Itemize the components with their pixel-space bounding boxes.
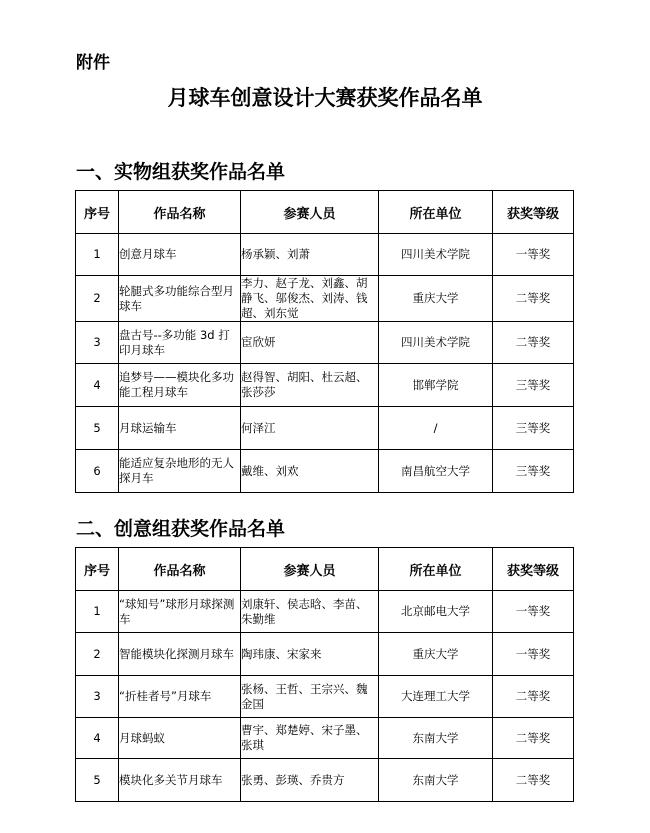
cell-no: 6 bbox=[76, 450, 119, 493]
cell-people: 曹宇、郑楚婷、宋子墨、张琪 bbox=[241, 718, 379, 759]
cell-no: 1 bbox=[76, 591, 119, 633]
cell-people: 张杨、王哲、王宗兴、魏金国 bbox=[241, 676, 379, 718]
header-name: 作品名称 bbox=[119, 548, 241, 591]
table-row bbox=[76, 591, 574, 633]
cell-name: 模块化多关节月球车 bbox=[119, 759, 241, 802]
cell-people: 杨承颖、刘萧 bbox=[241, 234, 379, 276]
cell-people: 何泽江 bbox=[241, 407, 379, 450]
cell-unit: 四川美术学院 bbox=[379, 234, 493, 276]
header-prize: 获奖等级 bbox=[493, 191, 574, 234]
cell-people: 张勇、彭瑛、乔贵方 bbox=[241, 759, 379, 802]
table-row bbox=[76, 322, 574, 364]
section-title-creative: 二、创意组获奖作品名单 bbox=[76, 518, 286, 540]
cell-prize: 二等奖 bbox=[493, 676, 574, 718]
table-row bbox=[76, 633, 574, 676]
cell-no: 5 bbox=[76, 759, 119, 802]
cell-prize: 一等奖 bbox=[493, 234, 574, 276]
cell-name: “折桂者号”月球车 bbox=[119, 676, 241, 718]
cell-name: 创意月球车 bbox=[119, 234, 241, 276]
cell-no: 3 bbox=[76, 322, 119, 364]
cell-no: 2 bbox=[76, 276, 119, 322]
cell-unit: 东南大学 bbox=[379, 718, 493, 759]
header-prize: 获奖等级 bbox=[493, 548, 574, 591]
cell-no: 4 bbox=[76, 364, 119, 407]
header-unit: 所在单位 bbox=[379, 191, 493, 234]
document-title: 月球车创意设计大赛获奖作品名单 bbox=[167, 85, 483, 110]
cell-name: 月球运输车 bbox=[119, 407, 241, 450]
cell-people: 赵得智、胡阳、杜云超、张莎莎 bbox=[241, 364, 379, 407]
cell-prize: 一等奖 bbox=[493, 633, 574, 676]
cell-unit: 南昌航空大学 bbox=[379, 450, 493, 493]
cell-people: 戴维、刘欢 bbox=[241, 450, 379, 493]
cell-prize: 二等奖 bbox=[493, 276, 574, 322]
cell-name: “球知号”球形月球探测车 bbox=[119, 591, 241, 633]
table-row bbox=[76, 676, 574, 718]
cell-prize: 三等奖 bbox=[493, 364, 574, 407]
cell-unit: 四川美术学院 bbox=[379, 322, 493, 364]
attachment-label: 附件 bbox=[76, 53, 110, 73]
table-row bbox=[76, 718, 574, 759]
header-name: 作品名称 bbox=[119, 191, 241, 234]
cell-unit: 北京邮电大学 bbox=[379, 591, 493, 633]
header-no: 序号 bbox=[76, 548, 119, 591]
cell-name: 盘古号--多功能 3d 打印月球车 bbox=[119, 322, 241, 364]
header-people: 参赛人员 bbox=[241, 191, 379, 234]
cell-unit: / bbox=[379, 407, 493, 450]
cell-unit: 重庆大学 bbox=[379, 633, 493, 676]
cell-no: 5 bbox=[76, 407, 119, 450]
cell-name: 能适应复杂地形的无人探月车 bbox=[119, 450, 241, 493]
table-row bbox=[76, 234, 574, 276]
cell-prize: 二等奖 bbox=[493, 322, 574, 364]
cell-name: 智能模块化探测月球车 bbox=[119, 633, 241, 676]
table-row bbox=[76, 276, 574, 322]
cell-people: 宦欣妍 bbox=[241, 322, 379, 364]
header-no: 序号 bbox=[76, 191, 119, 234]
cell-name: 轮腿式多功能综合型月球车 bbox=[119, 276, 241, 322]
cell-prize: 三等奖 bbox=[493, 407, 574, 450]
cell-unit: 重庆大学 bbox=[379, 276, 493, 322]
cell-name: 月球蚂蚁 bbox=[119, 718, 241, 759]
cell-prize: 二等奖 bbox=[493, 718, 574, 759]
cell-no: 1 bbox=[76, 234, 119, 276]
section-title-physical: 一、实物组获奖作品名单 bbox=[76, 161, 286, 183]
table-row bbox=[76, 407, 574, 450]
table-row bbox=[76, 364, 574, 407]
header-people: 参赛人员 bbox=[241, 548, 379, 591]
cell-prize: 一等奖 bbox=[493, 591, 574, 633]
header-unit: 所在单位 bbox=[379, 548, 493, 591]
cell-no: 2 bbox=[76, 633, 119, 676]
cell-unit: 邯郸学院 bbox=[379, 364, 493, 407]
cell-prize: 三等奖 bbox=[493, 450, 574, 493]
cell-unit: 东南大学 bbox=[379, 759, 493, 802]
cell-people: 陶玮康、宋家来 bbox=[241, 633, 379, 676]
table-row bbox=[76, 759, 574, 802]
cell-no: 3 bbox=[76, 676, 119, 718]
awards-table-creative bbox=[75, 547, 574, 802]
cell-unit: 大连理工大学 bbox=[379, 676, 493, 718]
table-row bbox=[76, 450, 574, 493]
cell-people: 李力、赵子龙、刘鑫、胡静飞、邬俊杰、刘涛、钱超、刘东觉 bbox=[241, 276, 379, 322]
awards-table-physical bbox=[75, 190, 574, 493]
cell-no: 4 bbox=[76, 718, 119, 759]
table-header-row bbox=[76, 191, 574, 234]
cell-prize: 二等奖 bbox=[493, 759, 574, 802]
cell-name: 追梦号——模块化多功能工程月球车 bbox=[119, 364, 241, 407]
table-header-row bbox=[76, 548, 574, 591]
cell-people: 刘康轩、侯志晗、李苗、朱勤维 bbox=[241, 591, 379, 633]
